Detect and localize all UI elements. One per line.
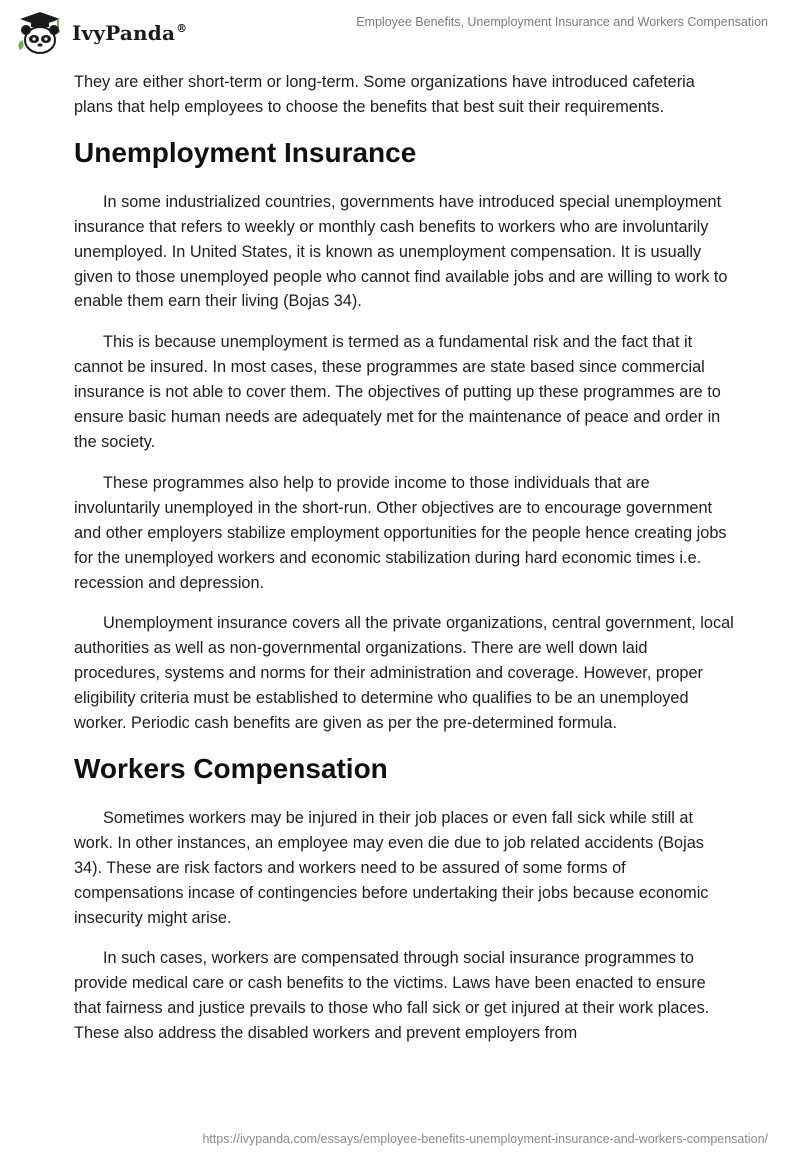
page-header [0, 0, 800, 60]
source-url[interactable]: https://ivypanda.com/essays/employee-benefits-unemployment-insurance-and-workers-compensation/ [202, 1132, 768, 1146]
paragraph: In such cases, workers are compensated through social insurance programmes to provide medical care or cash benefits to the victims. Laws have been enacted to ensure that fairness and justice prevails to those who fall sick or get injured at their work places. These also address the disabled workers and prevent employers from [74, 949, 710, 1043]
panda-logo-icon [14, 10, 66, 56]
paragraph: Unemployment insurance covers all the private organizations, central government, local authorities as well as non-governmental organizations. There are well down laid procedures, systems and norms for their administration and coverage. However, proper eligibility criteria must be established to determine who qualifies to be an unemployed worker. Periodic cash benefits are given as per the pre-determined formula. [74, 614, 734, 733]
essay-content [74, 70, 734, 1062]
paragraph: Sometimes workers may be injured in their job places or even fall sick while still at work. In other instances, an employee may even die due to job related accidents (Bojas 34). These are risk factors and workers need to be assured of some forms of compensations incase of contingencies before undertaking their jobs because economic insecurity might arise. [74, 808, 709, 927]
paragraph: In some industrialized countries, governments have introduced special unemployment insurance that refers to weekly or monthly cash benefits to workers who are involuntarily unemployed. In United States, it is known as unemployment compensation. It is usually given to those unemployed people who cannot find available jobs and are willing to work to enable them earn their living (Bojas 34). [74, 192, 728, 311]
logo-text: IvyPanda® [72, 21, 188, 45]
document-title: Employee Benefits, Unemployment Insurance and Workers Compensation [356, 15, 768, 29]
intro-paragraph: They are either short-term or long-term. Some organizations have introduced cafeteria plans that help employees to choose the benefits that best suit their requirements. [74, 73, 695, 116]
section-heading-workers-compensation: Workers Compensation [74, 752, 388, 784]
site-logo[interactable] [14, 10, 187, 56]
paragraph: These programmes also help to provide income to those individuals that are involuntarily unemployed in the short-run. Other objectives are to encourage government and other employers stabilize employment opportunities for the people hence creating jobs for the unemployed workers and economic stabilization during hard economic times i.e. recession and depression. [74, 473, 727, 592]
section-heading-unemployment-insurance: Unemployment Insurance [74, 136, 417, 168]
paragraph: This is because unemployment is termed as a fundamental risk and the fact that it cannot be insured. In most cases, these programmes are state based since commercial insurance is not able to cover them. The objectives of putting up these programmes are to ensure basic human needs are adequately met for the maintenance of peace and order in the society. [74, 333, 721, 451]
